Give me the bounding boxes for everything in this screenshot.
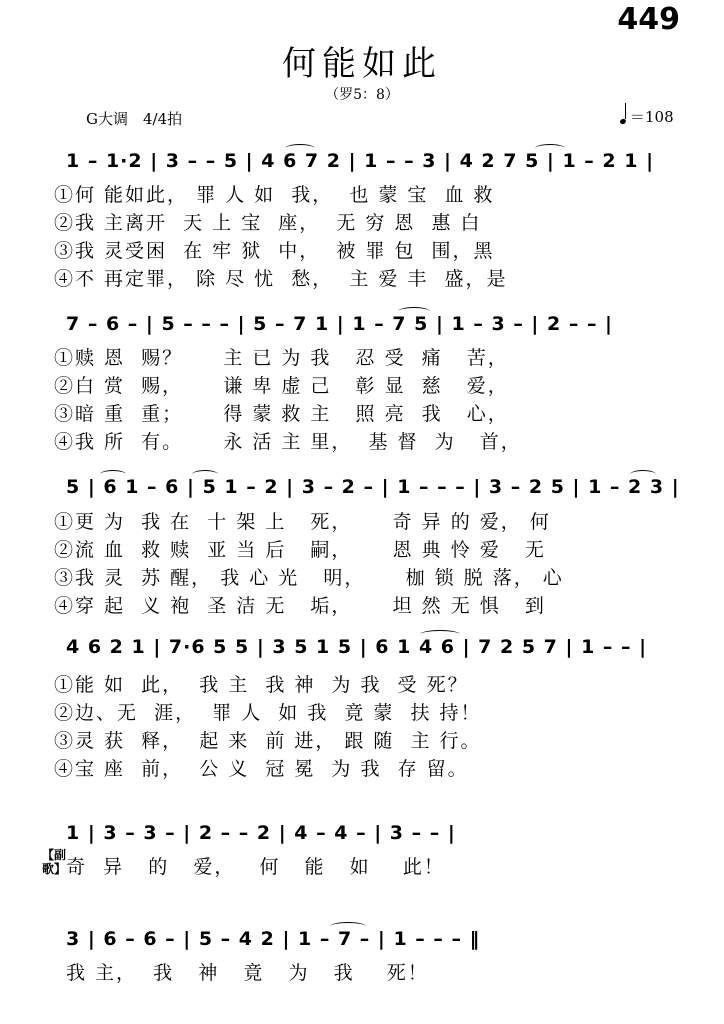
tempo-value: ＝108 xyxy=(630,108,674,126)
lyric-verse-3: ③我 灵受困 在 牢 狱 中， 被 罪 包 围，黑 xyxy=(54,240,495,262)
slur-mark xyxy=(398,307,430,316)
tempo-marking xyxy=(620,106,674,127)
lyric-verse-1: ①赎 恩 赐？ 主 已 为 我 忍 受 痛 苦， xyxy=(54,347,509,369)
note-stem xyxy=(625,103,626,119)
lyric-verse-3: ③暗 重 重； 得 蒙 救 主 照 亮 我 心， xyxy=(54,403,509,425)
hymn-number: 449 xyxy=(617,2,680,37)
notation-line: 5 | 6 1 – 6 | 5 1 – 2 | 3 – 2 – | 1 – – – | 3 – 2 5 | 1 – 2 3 | xyxy=(66,476,680,498)
lyric-verse-2: ②白 赏 赐， 谦 卑 虚 己 彰 显 慈 爱， xyxy=(54,375,509,397)
lyric-verse-1: ①能 如 此， 我 主 我 神 为 我 受 死？ xyxy=(54,674,469,696)
lyric-verse-4: ④穿 起 义 袍 圣 洁 无 垢， 坦 然 无 惧 到 xyxy=(54,595,546,617)
lyric-verse-1: ①更 为 我 在 十 架 上 死， 奇 异 的 爱， 何 xyxy=(54,511,551,533)
slur-mark xyxy=(535,144,565,153)
slur-mark xyxy=(420,630,460,639)
lyric-verse-1: ①何 能如此， 罪 人 如 我， 也 蒙 宝 血 救 xyxy=(54,184,495,206)
notation-line: 7 – 6 – | 5 – – – | 5 – 7 1 | 1 – 7 5 | 1 – 3 – | 2 – – | xyxy=(66,313,613,335)
lyric-verse-4: ④不 再定罪， 除 尽 忧 愁， 主 爱 丰 盛，是 xyxy=(54,268,508,290)
lyric-verse-3: ③灵 获 释， 起 来 前 进， 跟 随 主 行。 xyxy=(54,730,482,752)
slur-mark xyxy=(285,144,315,153)
lyric-verse-4: ④宝 座 前， 公 义 冠 冕 为 我 存 留。 xyxy=(54,758,469,780)
slur-mark xyxy=(100,470,126,479)
quarter-note-icon xyxy=(619,118,627,125)
chorus-lyric: 奇 异 的 爱， 何 能 如 此！ xyxy=(66,856,445,878)
key-and-meter: G大调 4/4拍 xyxy=(86,110,183,128)
slur-mark xyxy=(630,470,656,479)
chorus-label: 【副歌】 xyxy=(42,848,67,876)
hymn-title: 何能如此 xyxy=(282,44,442,84)
chorus-notation-line: 1 | 3 – 3 – | 2 – – 2 | 4 – 4 – | 3 – – | xyxy=(66,822,456,844)
lyric-verse-4: ④我 所 有。 永 活 主 里， 基 督 为 首， xyxy=(54,431,522,453)
slur-mark xyxy=(192,470,218,479)
slur-mark xyxy=(330,922,366,931)
chorus-notation-line: 3 | 6 – 6 – | 5 – 4 2 | 1 – 7 – | 1 – – – ‖ xyxy=(66,928,481,950)
notation-line: 1 – 1·2 | 3 – – 5 | 4 6 7 2 | 1 – – 3 | 4 2 7 5 | 1 – 2 1 | xyxy=(66,150,655,172)
lyric-verse-2: ②我 主离开 天 上 宝 座， 无 穷 恩 惠 白 xyxy=(54,212,482,234)
lyric-verse-3: ③我 灵 苏 醒， 我 心 光 明， 枷 锁 脱 落， 心 xyxy=(54,567,564,589)
notation-line: 4 6 2 1 | 7·6 5 5 | 3 5 1 5 | 6 1 4 6 | 7 2 5 7 | 1 – – | xyxy=(66,636,648,658)
scripture-reference: （罗5：8） xyxy=(325,87,399,103)
chorus-lyric: 我 主， 我 神 竟 为 我 死！ xyxy=(66,962,429,984)
lyric-verse-2: ②边、无 涯， 罪 人 如 我 竟 蒙 扶 持！ xyxy=(54,702,482,724)
lyric-verse-2: ②流 血 救 赎 亚 当 后 嗣， 恩 典 怜 爱 无 xyxy=(54,539,546,561)
